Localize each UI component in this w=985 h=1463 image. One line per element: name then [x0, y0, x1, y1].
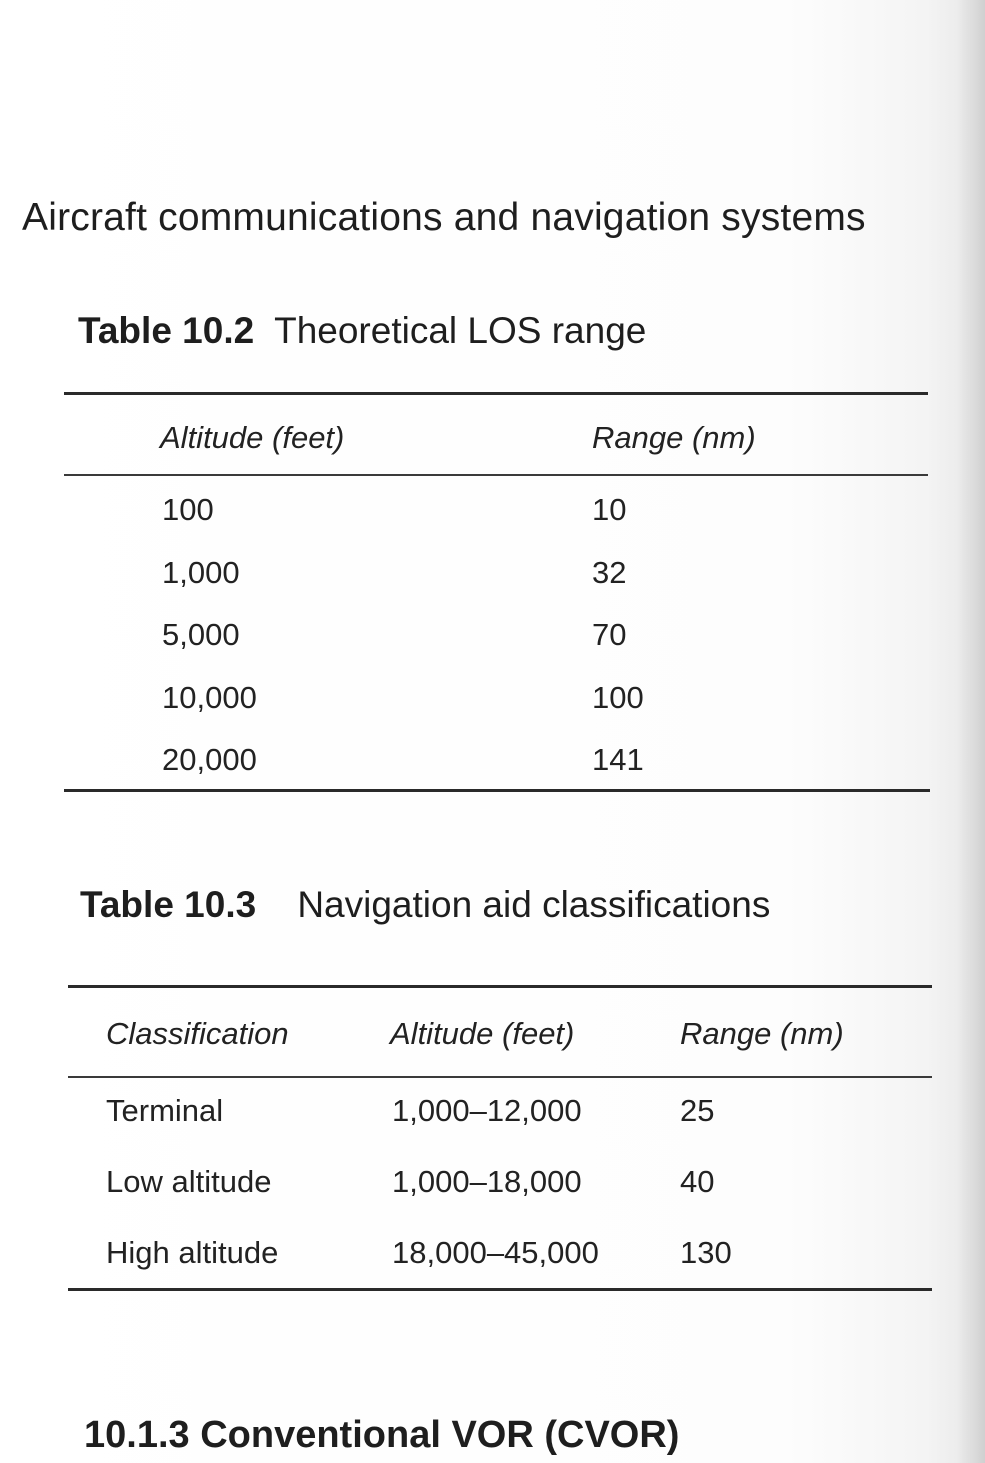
table-10-3-cell: High altitude [106, 1235, 279, 1270]
table-10-2-cell: 10,000 [162, 680, 257, 715]
table-10-2-header-range: Range (nm) [592, 420, 756, 455]
page-edge-shadow [957, 0, 985, 1463]
table-10-2-cell: 1,000 [162, 555, 240, 590]
table-10-2-header-altitude: Altitude (feet) [160, 420, 345, 455]
table-10-2-cell: 100 [162, 492, 214, 527]
table-10-2-top-rule [64, 392, 928, 395]
table-10-3-header-range: Range (nm) [680, 1016, 844, 1051]
section-heading: 10.1.3 Conventional VOR (CVOR) [84, 1414, 680, 1456]
running-header: Aircraft communications and navigation systems [22, 196, 866, 239]
table-10-2-bottom-rule [64, 789, 930, 792]
table-10-3-cell: 25 [680, 1093, 715, 1128]
table-10-3-number: Table 10.3 [80, 884, 257, 925]
table-10-3-cell: Terminal [106, 1093, 224, 1128]
table-10-2-cell: 32 [592, 555, 627, 590]
table-10-2-cell: 10 [592, 492, 627, 527]
table-10-3-caption [80, 884, 770, 926]
table-10-3-header-rule [68, 1076, 932, 1078]
table-10-2-number: Table 10.2 [78, 310, 255, 351]
table-10-3-cell: 18,000–45,000 [392, 1235, 599, 1270]
table-10-2-cell: 100 [592, 680, 644, 715]
table-10-3-cell: 130 [680, 1235, 732, 1270]
table-10-3-cell: Low altitude [106, 1164, 272, 1199]
table-10-3-header-classification: Classification [106, 1016, 289, 1051]
table-10-3-header-altitude: Altitude (feet) [390, 1016, 575, 1051]
table-10-3-top-rule [68, 985, 932, 988]
table-10-3-cell: 1,000–12,000 [392, 1093, 582, 1128]
table-10-3-cell: 40 [680, 1164, 715, 1199]
table-10-2-title: Theoretical LOS range [274, 310, 647, 351]
table-10-3-title: Navigation aid classifications [297, 884, 771, 925]
table-10-3-bottom-rule [68, 1288, 932, 1291]
table-10-2-cell: 20,000 [162, 742, 257, 777]
table-10-2-header-rule [64, 474, 928, 476]
table-10-2-cell: 70 [592, 617, 627, 652]
table-10-2-cell: 141 [592, 742, 644, 777]
table-10-2-caption [78, 310, 646, 352]
table-10-3-cell: 1,000–18,000 [392, 1164, 582, 1199]
table-10-2-cell: 5,000 [162, 617, 240, 652]
